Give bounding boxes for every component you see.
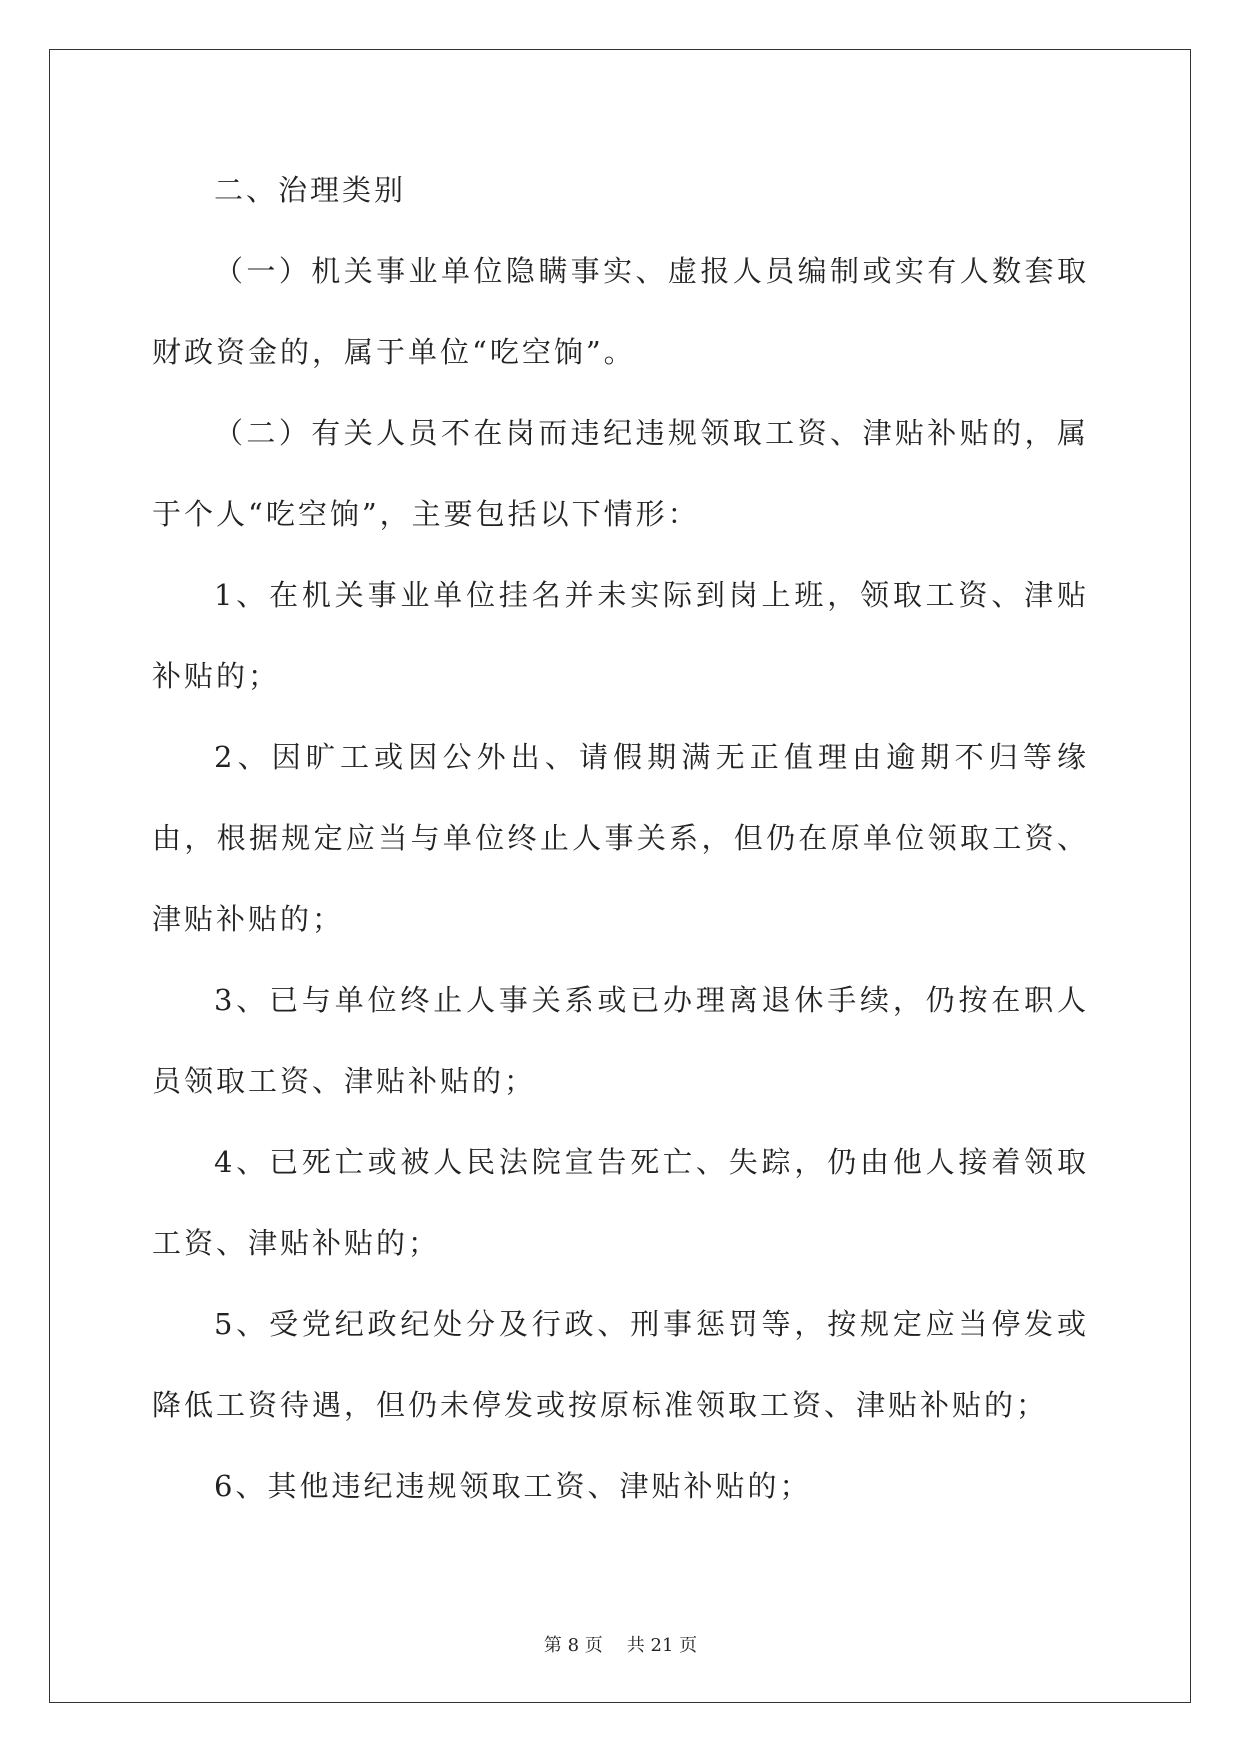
list-item: 2、因旷工或因公外出、请假期满无正值理由逾期不归等缘由，根据规定应当与单位终止人事关系，但仍在原单位领取工资、津贴补贴的； xyxy=(152,740,1089,936)
list-item: 6、其他违纪违规领取工资、津贴补贴的； xyxy=(214,1469,812,1503)
section-heading: 二、治理类别 xyxy=(214,173,407,207)
document-body xyxy=(152,150,1089,1527)
page-footer xyxy=(0,1634,1241,1658)
list-item: 1、在机关事业单位挂名并未实际到岗上班，领取工资、津贴补贴的； xyxy=(152,578,1089,693)
paragraph: （二）有关人员不在岗而违纪违规领取工资、津贴补贴的，属于个人“吃空饷”，主要包括以下情形： xyxy=(152,416,1089,531)
list-item: 3、已与单位终止人事关系或已办理离退休手续，仍按在职人员领取工资、津贴补贴的； xyxy=(152,983,1089,1098)
list-item: 5、受党纪政纪处分及行政、刑事惩罚等，按规定应当停发或降低工资待遇，但仍未停发或按原标准领取工资、津贴补贴的； xyxy=(152,1307,1089,1422)
page-number: 第 8 页 xyxy=(543,1635,603,1656)
page-total: 共 21 页 xyxy=(626,1635,698,1656)
paragraph: （一）机关事业单位隐瞒事实、虚报人员编制或实有人数套取财政资金的，属于单位“吃空饷”。 xyxy=(152,254,1089,369)
list-item: 4、已死亡或被人民法院宣告死亡、失踪，仍由他人接着领取工资、津贴补贴的； xyxy=(152,1145,1089,1260)
